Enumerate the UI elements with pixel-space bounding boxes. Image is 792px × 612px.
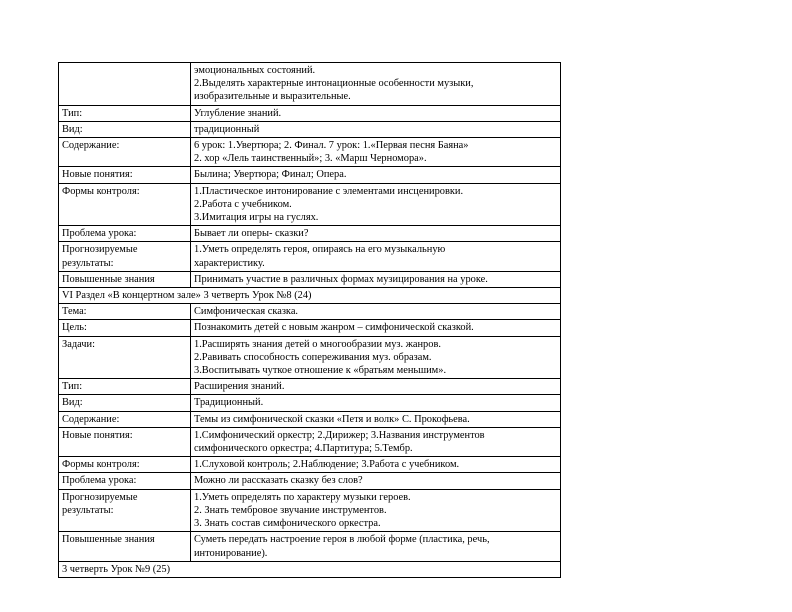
field-value-cell (191, 226, 561, 242)
table-row (59, 411, 561, 427)
table-row (59, 271, 561, 287)
field-value-line: 2.Работа с учебником. (194, 198, 292, 210)
field-value-cell (191, 271, 561, 287)
field-value-line: Можно ли рассказать сказку без слов? (194, 475, 363, 487)
table-row (59, 105, 561, 121)
table-row (59, 473, 561, 489)
field-value-line: характеристику. (194, 257, 265, 269)
field-label-cell: Проблема урока: (59, 226, 191, 242)
table-row (59, 242, 561, 271)
field-value-line: 3. Знать состав симфонического оркестра. (194, 518, 381, 530)
field-value-line: Традиционный. (194, 397, 264, 409)
table-row (59, 532, 561, 561)
field-value-line: 2. хор «Лель таинственный»; 3. «Марш Черномора». (194, 153, 427, 165)
table-row (59, 288, 561, 304)
field-value-line: Былина; Увертюра; Финал; Опера. (194, 169, 347, 181)
field-label-cell: Повышенные знания (59, 532, 191, 561)
field-value-line: симфонического оркестра; 4.Партитура; 5.Тембр. (194, 443, 413, 455)
field-value-line: 1.Слуховой контроль; 2.Наблюдение; 3.Работа с учебником. (194, 459, 460, 471)
field-value-cell (191, 395, 561, 411)
field-label-cell: Вид: (59, 395, 191, 411)
field-label-cell: Прогнозируемые результаты: (59, 489, 191, 532)
field-label-cell: Новые понятия: (59, 167, 191, 183)
field-value-line: Углубление знаний. (194, 107, 282, 119)
field-value-line: интонирование). (194, 547, 268, 559)
field-value-line: Темы из симфонической сказки «Петя и волк» С. Прокофьева. (194, 413, 470, 425)
field-value-line: Симфоническая сказка. (194, 306, 299, 318)
field-value-line: Бывает ли оперы- сказки? (194, 228, 309, 240)
field-label-cell: Цель: (59, 320, 191, 336)
field-value-line: Расширения знаний. (194, 381, 285, 393)
field-value-cell (191, 304, 561, 320)
field-value-cell (191, 63, 561, 106)
field-label-cell: Задачи: (59, 336, 191, 379)
field-value-cell (191, 457, 561, 473)
table-row (59, 138, 561, 167)
field-label-cell: Новые понятия: (59, 427, 191, 456)
table-row (59, 489, 561, 532)
table-row (59, 226, 561, 242)
field-label-cell: Содержание: (59, 411, 191, 427)
field-label-cell: Тема: (59, 304, 191, 320)
field-label-cell: Прогнозируемые результаты: (59, 242, 191, 271)
table-row (59, 561, 561, 577)
section-heading-cell: 3 четверть Урок №9 (25) (59, 561, 561, 577)
field-value-cell (191, 411, 561, 427)
field-value-cell (191, 336, 561, 379)
field-label-cell: Содержание: (59, 138, 191, 167)
field-value-cell (191, 242, 561, 271)
table-row (59, 379, 561, 395)
field-value-line: 6 урок: 1.Увертюра; 2. Финал. 7 урок: 1.«Первая песня Баяна» (194, 140, 469, 152)
field-label-cell: Тип: (59, 379, 191, 395)
table-row (59, 336, 561, 379)
table-row (59, 457, 561, 473)
field-value-line: 3.Имитация игры на гуслях. (194, 212, 319, 224)
lesson-plan-body (59, 63, 561, 578)
field-label-cell: Повышенные знания (59, 271, 191, 287)
field-value-line: Суметь передать настроение героя в любой форме (пластика, речь, (194, 534, 490, 546)
lesson-plan-table (58, 62, 561, 578)
field-value-line: 1.Уметь определять по характеру музыки героев. (194, 491, 411, 503)
table-row (59, 320, 561, 336)
field-value-cell (191, 121, 561, 137)
table-row (59, 304, 561, 320)
section-heading-cell: VI Раздел «В концертном зале» 3 четверть Урок №8 (24) (59, 288, 561, 304)
table-row (59, 167, 561, 183)
field-value-line: 2.Равивать способность сопереживания муз. образам. (194, 351, 432, 363)
field-value-cell (191, 105, 561, 121)
field-value-cell (191, 473, 561, 489)
field-value-line: Принимать участие в различных формах музицирования на уроке. (194, 273, 488, 285)
table-row (59, 395, 561, 411)
field-value-cell (191, 427, 561, 456)
field-value-line: 1.Уметь определять героя, опираясь на его музыкальную (194, 244, 446, 256)
field-value-line: традиционный (194, 123, 260, 135)
table-row (59, 427, 561, 456)
field-value-cell (191, 532, 561, 561)
table-row (59, 183, 561, 226)
field-label-cell: Вид: (59, 121, 191, 137)
field-value-cell (191, 138, 561, 167)
field-label-cell: Тип: (59, 105, 191, 121)
field-label-cell: Проблема урока: (59, 473, 191, 489)
field-label-cell (59, 63, 191, 106)
table-row (59, 121, 561, 137)
field-value-line: 3.Воспитывать чуткое отношение к «братьям меньшим». (194, 365, 447, 377)
field-value-cell (191, 379, 561, 395)
field-value-line: 2.Выделять характерные интонационные особенности музыки, (194, 78, 474, 90)
field-value-line: 1.Пластическое интонирование с элементами инсценировки. (194, 185, 464, 197)
field-value-line: 1.Симфонический оркестр; 2.Дирижер; 3.Названия инструментов (194, 429, 485, 441)
field-value-line: изобразительные и выразительные. (194, 91, 351, 103)
field-value-cell (191, 183, 561, 226)
field-value-line: Познакомить детей с новым жанром – симфонической сказкой. (194, 322, 474, 334)
field-value-cell (191, 320, 561, 336)
field-value-cell (191, 167, 561, 183)
field-label-cell: Формы контроля: (59, 183, 191, 226)
field-value-line: 1.Расширять знания детей о многообразии муз. жанров. (194, 338, 441, 350)
table-row (59, 63, 561, 106)
field-value-cell (191, 489, 561, 532)
field-value-line: 2. Знать тембровое звучание инструментов. (194, 504, 387, 516)
field-label-cell: Формы контроля: (59, 457, 191, 473)
field-value-line: эмоциональных состояний. (194, 65, 316, 76)
